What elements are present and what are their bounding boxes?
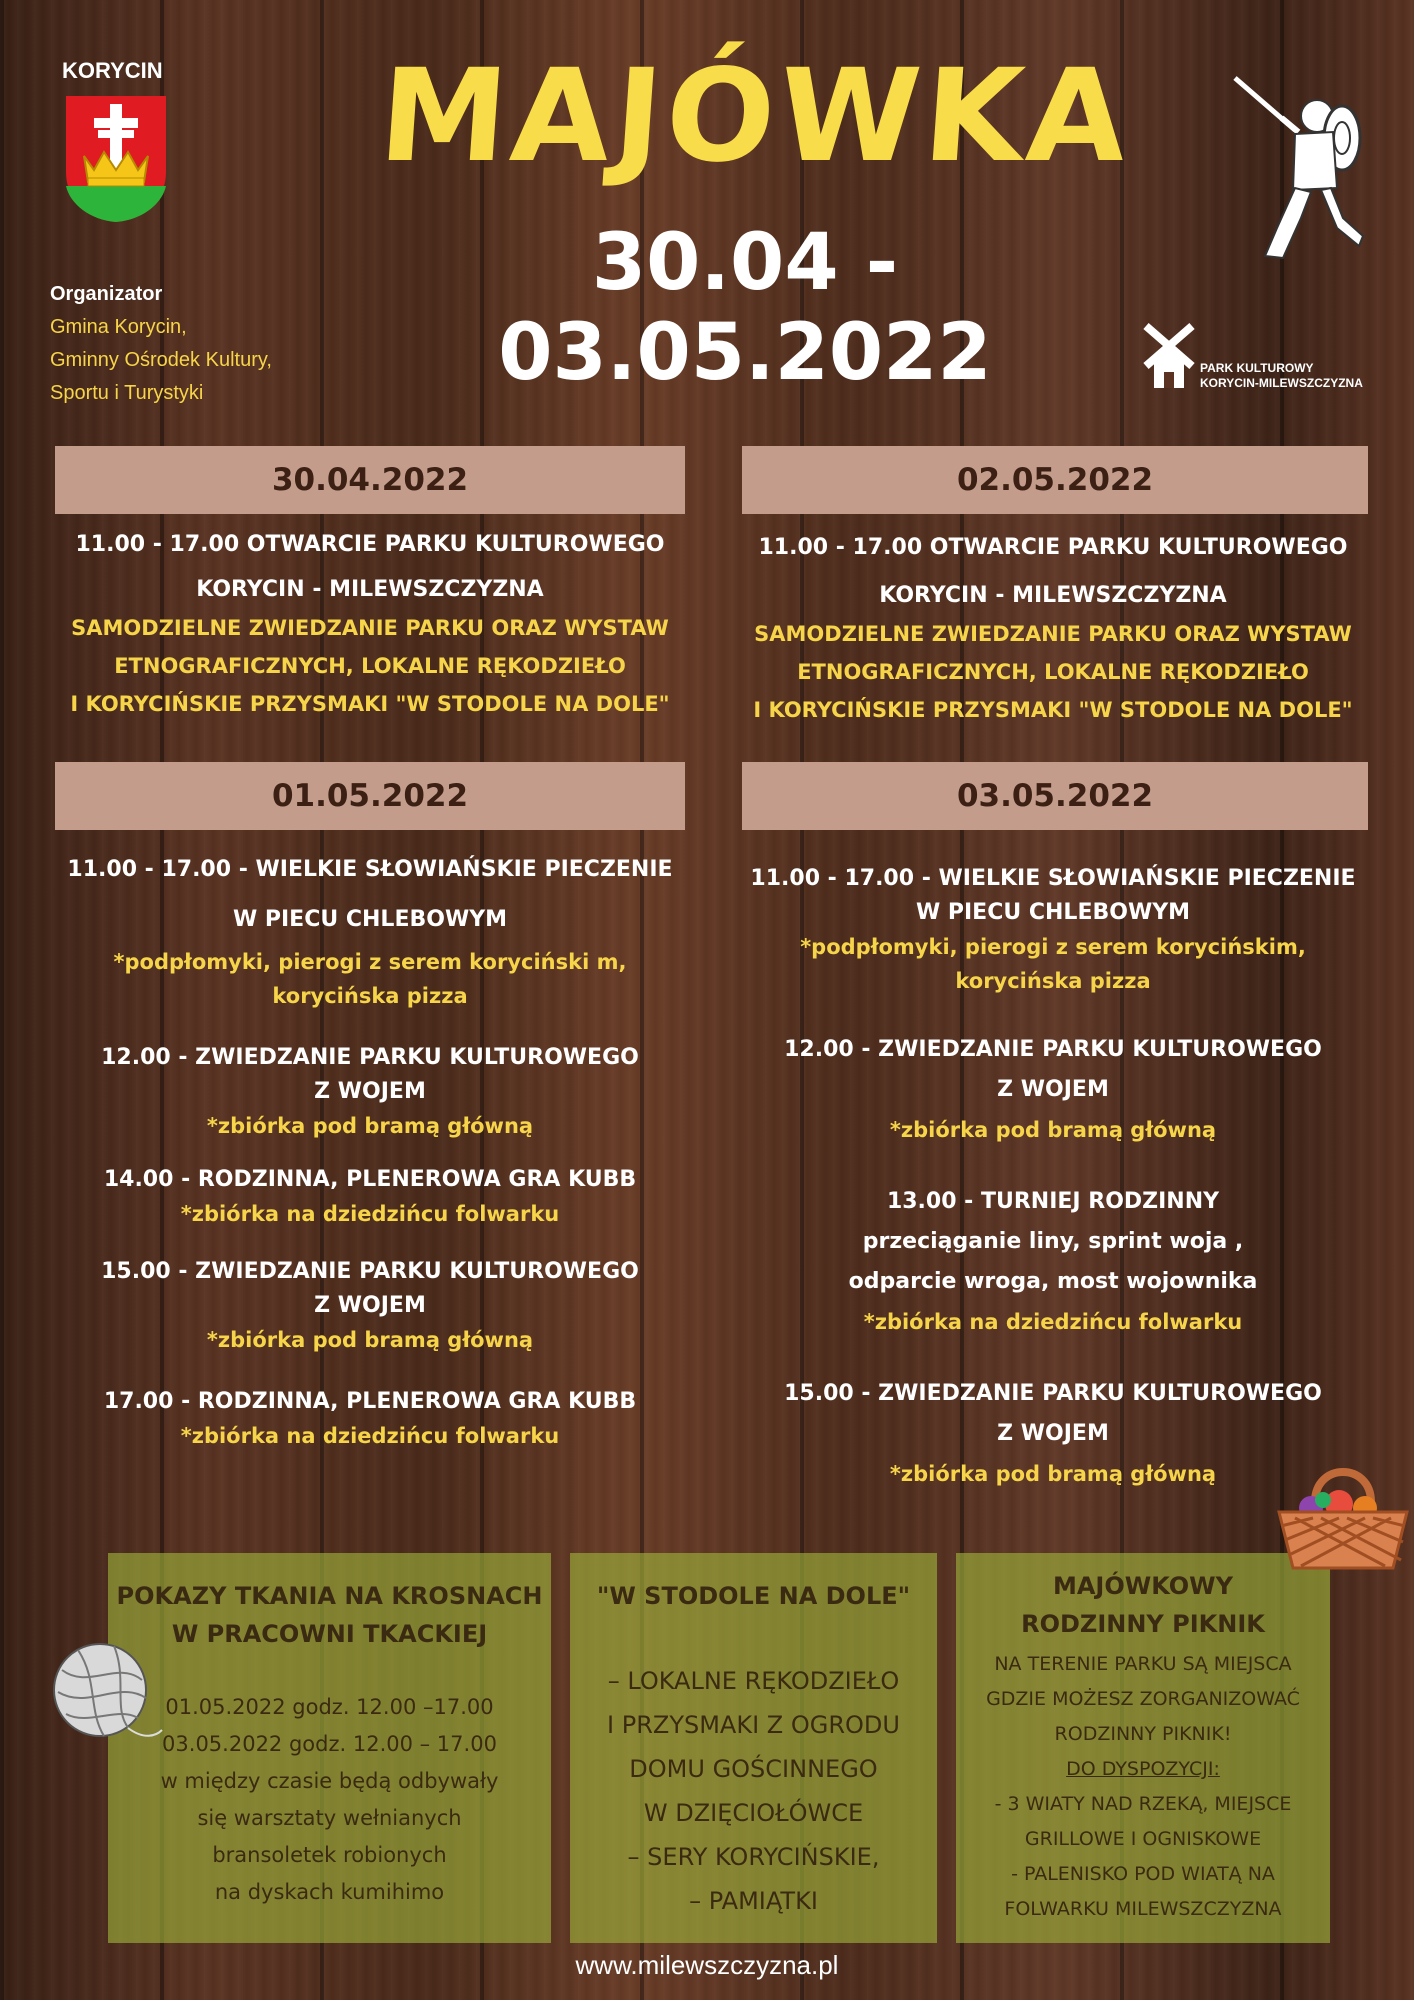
barn-box	[570, 1553, 937, 1943]
box-text: GRILLOWE I OGNISKOWE	[1024, 1828, 1262, 1850]
event-line: 11.00 - 17.00 OTWARCIE PARKU KULTUROWEGO	[75, 532, 665, 557]
event-note: *zbiórka na dziedzińcu folwarku	[863, 1310, 1243, 1334]
box-text: - 3 WIATY NAD RZEKĄ, MIEJSCE	[994, 1793, 1292, 1815]
box-text: w między czasie będą odbywały	[160, 1769, 499, 1793]
event-line: Z WOJEM	[314, 1293, 426, 1318]
event-line: 11.00 - 17.00 - WIELKIE SŁOWIAŃSKIE PIECZENIE	[750, 866, 1356, 891]
park-logo-line: PARK KULTUROWY	[1200, 361, 1314, 375]
event-line: Z WOJEM	[997, 1421, 1109, 1446]
event-note: SAMODZIELNE ZWIEDZANIE PARKU ORAZ WYSTAW	[71, 616, 669, 640]
brand-name: KORYCIN	[62, 58, 163, 83]
event-note: *zbiórka na dziedzińcu folwarku	[180, 1424, 560, 1448]
coat-of-arms-icon	[64, 94, 168, 224]
event-line: W PIECU CHLEBOWYM	[915, 900, 1191, 925]
event-line: Z WOJEM	[997, 1077, 1109, 1102]
event-note: ETNOGRAFICZNYCH, LOKALNE RĘKODZIEŁO	[114, 654, 626, 678]
box-heading: RODZINNY PIKNIK	[1021, 1610, 1265, 1638]
box-text: 01.05.2022 godz. 12.00 –17.00	[165, 1695, 494, 1719]
event-line: odparcie wroga, most wojownika	[848, 1269, 1258, 1294]
event-note: korycińska pizza	[955, 969, 1151, 993]
box-text: NA TERENIE PARKU SĄ MIEJSCA	[994, 1653, 1292, 1675]
event-note: SAMODZIELNE ZWIEDZANIE PARKU ORAZ WYSTAW	[754, 622, 1352, 646]
day-header-0105: 01.05.2022	[55, 762, 685, 830]
weaving-box	[108, 1553, 551, 1943]
event-note: ETNOGRAFICZNYCH, LOKALNE RĘKODZIEŁO	[797, 660, 1309, 684]
event-line: 13.00 - TURNIEJ RODZINNY	[886, 1189, 1220, 1214]
event-note: *podpłomyki, pierogi z serem koryciński m,	[113, 950, 627, 974]
knight-icon	[1225, 68, 1365, 263]
event-note: *zbiórka pod bramą główną	[206, 1114, 534, 1138]
organizer-line: Gmina Korycin,	[50, 316, 187, 338]
box-text: - PALENISKO POD WIATĄ NA	[1011, 1863, 1275, 1885]
day-header-3004: 30.04.2022	[55, 446, 685, 514]
box-text: się warsztaty wełnianych	[197, 1806, 462, 1830]
event-line: 11.00 - 17.00 OTWARCIE PARKU KULTUROWEGO	[758, 535, 1348, 560]
box-text: bransoletek robionych	[212, 1843, 447, 1867]
picnic-box	[956, 1553, 1330, 1943]
box-heading: "W STODOLE NA DOLE"	[596, 1582, 911, 1610]
event-note: *zbiórka pod bramą główną	[889, 1462, 1217, 1486]
page-title: MAJÓWKA	[374, 42, 1136, 191]
event-line: 11.00 - 17.00 - WIELKIE SŁOWIAŃSKIE PIECZENIE	[67, 857, 673, 882]
day-header-0305: 03.05.2022	[742, 762, 1368, 830]
organizer-line: Sportu i Turystyki	[50, 382, 204, 404]
box-text: DOMU GOŚCINNEGO	[629, 1755, 878, 1783]
yarn-ball-icon	[48, 1640, 164, 1748]
park-logo-line: KORYCIN-MILEWSZCZYZNA	[1200, 376, 1363, 390]
event-line: KORYCIN - MILEWSZCZYZNA	[196, 577, 544, 602]
box-text: DO DYSPOZYCJI:	[1066, 1758, 1220, 1780]
event-note: *zbiórka pod bramą główną	[889, 1118, 1217, 1142]
event-line: przeciąganie liny, sprint woja ,	[862, 1229, 1244, 1254]
website-url[interactable]: www.milewszczyzna.pl	[575, 1950, 839, 1980]
event-line: W PIECU CHLEBOWYM	[232, 907, 508, 932]
box-text: – SERY KORYCIŃSKIE,	[627, 1843, 880, 1871]
event-note: I KORYCIŃSKIE PRZYSMAKI "W STODOLE NA DOLE"	[753, 698, 1353, 722]
picnic-basket-icon	[1275, 1462, 1411, 1572]
box-text: FOLWARKU MILEWSZCZYZNA	[1004, 1898, 1282, 1920]
park-logo-text	[1200, 361, 1363, 391]
box-heading: MAJÓWKOWY	[1052, 1572, 1234, 1600]
organizer-heading: Organizator	[50, 283, 163, 305]
box-text: na dyskach kumihimo	[214, 1880, 445, 1904]
box-heading: W PRACOWNI TKACKIEJ	[171, 1620, 488, 1648]
event-line: 12.00 - ZWIEDZANIE PARKU KULTUROWEGO	[784, 1037, 1322, 1062]
event-line: 14.00 - RODZINNA, PLENEROWA GRA KUBB	[103, 1167, 637, 1192]
day-3004-program	[40, 530, 700, 723]
event-line: 15.00 - ZWIEDZANIE PARKU KULTUROWEGO	[784, 1381, 1322, 1406]
event-note: *zbiórka pod bramą główną	[206, 1328, 534, 1352]
event-line: KORYCIN - MILEWSZCZYZNA	[879, 583, 1227, 608]
day-0105-program	[40, 855, 700, 1453]
box-heading: POKAZY TKANIA NA KROSNACH	[116, 1582, 543, 1610]
day-0305-program	[728, 862, 1378, 1494]
day-0205-program	[728, 533, 1378, 729]
event-note: korycińska pizza	[272, 984, 468, 1008]
box-text: W DZIĘCIOŁÓWCE	[643, 1799, 864, 1827]
box-text: RODZINNY PIKNIK!	[1054, 1723, 1232, 1745]
box-text: 03.05.2022 godz. 12.00 – 17.00	[162, 1732, 497, 1756]
event-line: Z WOJEM	[314, 1079, 426, 1104]
windmill-icon	[1142, 322, 1196, 390]
box-text: – PAMIĄTKI	[689, 1887, 818, 1915]
box-text: – LOKALNE RĘKODZIEŁO	[607, 1667, 900, 1695]
event-line: 17.00 - RODZINNA, PLENEROWA GRA KUBB	[103, 1389, 637, 1414]
box-text: GDZIE MOŻESZ ZORGANIZOWAĆ	[986, 1688, 1300, 1710]
date-range: 30.04 - 03.05.2022	[498, 218, 992, 398]
event-note: *zbiórka na dziedzińcu folwarku	[180, 1202, 560, 1226]
day-header-0205: 02.05.2022	[742, 446, 1368, 514]
event-note: *podpłomyki, pierogi z serem korycińskim,	[800, 935, 1306, 959]
event-line: 12.00 - ZWIEDZANIE PARKU KULTUROWEGO	[101, 1045, 639, 1070]
organizer-block	[50, 278, 272, 410]
organizer-line: Gminny Ośrodek Kultury,	[50, 349, 272, 371]
event-note: I KORYCIŃSKIE PRZYSMAKI "W STODOLE NA DOLE"	[70, 692, 670, 716]
box-text: I PRZYSMAKI Z OGRODU	[607, 1711, 900, 1739]
event-line: 15.00 - ZWIEDZANIE PARKU KULTUROWEGO	[101, 1259, 639, 1284]
